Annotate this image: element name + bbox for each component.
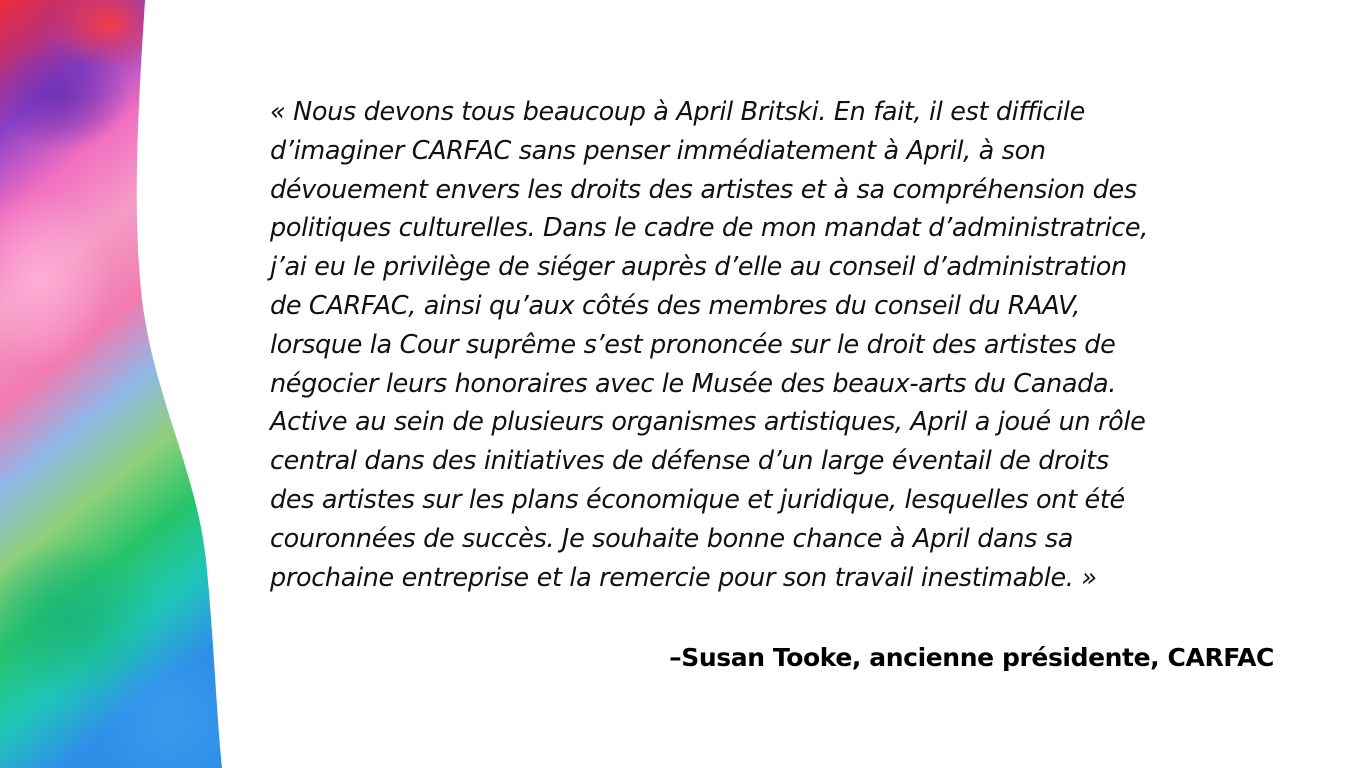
quote-line: de CARFAC, ainsi qu’aux côtés des membres du conseil du RAAV, xyxy=(270,290,1081,321)
quote-line: d’imaginer CARFAC sans penser immédiatement à April, à son xyxy=(270,135,1046,166)
quote-line: couronnées de succès. Je souhaite bonne chance à April dans sa xyxy=(270,523,1074,554)
testimonial-quote xyxy=(270,93,1290,597)
quote-line: politiques culturelles. Dans le cadre de mon mandat d’administratrice, xyxy=(270,213,1149,244)
quote-line: dévouement envers les droits des artistes et à sa compréhension des xyxy=(270,174,1137,205)
quote-line: j’ai eu le privilège de siéger auprès d’elle au conseil d’administration xyxy=(270,252,1127,283)
quote-attribution: –Susan Tooke, ancienne présidente, CARFAC xyxy=(669,643,1274,672)
quote-line: central dans des initiatives de défense d’un large éventail de droits xyxy=(270,446,1109,477)
quote-line: Active au sein de plusieurs organismes artistiques, April a joué un rôle xyxy=(270,407,1146,438)
paint-stroke-decoration xyxy=(0,0,240,768)
quote-line: prochaine entreprise et la remercie pour son travail inestimable. » xyxy=(270,562,1097,593)
quote-line: des artistes sur les plans économique et juridique, lesquelles ont été xyxy=(270,484,1125,515)
quote-line: lorsque la Cour suprême s’est prononcée sur le droit des artistes de xyxy=(270,329,1116,360)
quote-line: négocier leurs honoraires avec le Musée des beaux-arts du Canada. xyxy=(270,368,1117,399)
quote-line: « Nous devons tous beaucoup à April Britski. En fait, il est difficile xyxy=(270,97,1085,127)
